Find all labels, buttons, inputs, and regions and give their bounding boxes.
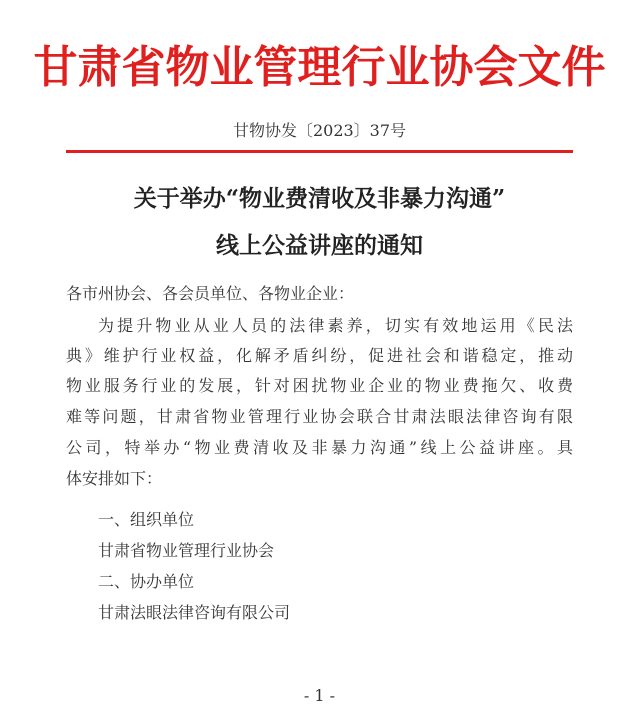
red-divider [66, 150, 573, 153]
page-number: - 1 - [303, 686, 336, 705]
body-paragraph-line: 体安排如下： [66, 469, 163, 488]
notice-title-line-1: 关于举办“物业费清收及非暴力沟通” [133, 185, 506, 212]
section-heading-co-organizer: 二、协办单位 [98, 572, 195, 591]
section-heading-organizer: 一、组织单位 [98, 510, 195, 529]
section-content-co-organizer: 甘肃法眼法律咨询有限公司 [98, 603, 291, 622]
body-paragraph-line: 物业服务行业的发展，针对困扰物业企业的物业费拖欠、收费 [66, 376, 573, 395]
addressee: 各市州协会、各会员单位、各物业企业： [66, 284, 355, 303]
document-number: 甘物协发〔2023〕37号 [232, 121, 407, 140]
notice-title-line-2: 线上公益讲座的通知 [216, 232, 423, 259]
body-paragraph-line: 公司，特举办“物业费清收及非暴力沟通”线上公益讲座。具 [66, 438, 573, 457]
body-paragraph-line: 难等问题，甘肃省物业管理行业协会联合甘肃法眼法律咨询有限 [66, 407, 573, 426]
body-paragraph-line: 为提升物业从业人员的法律素养，切实有效地运用《民法 [98, 316, 573, 335]
body-paragraph-line: 典》维护行业权益，化解矛盾纠纷，促进社会和谐稳定，推动 [66, 346, 573, 365]
masthead-title: 甘肃省物业管理行业协会文件 [33, 42, 606, 93]
section-content-organizer: 甘肃省物业管理行业协会 [98, 541, 275, 560]
